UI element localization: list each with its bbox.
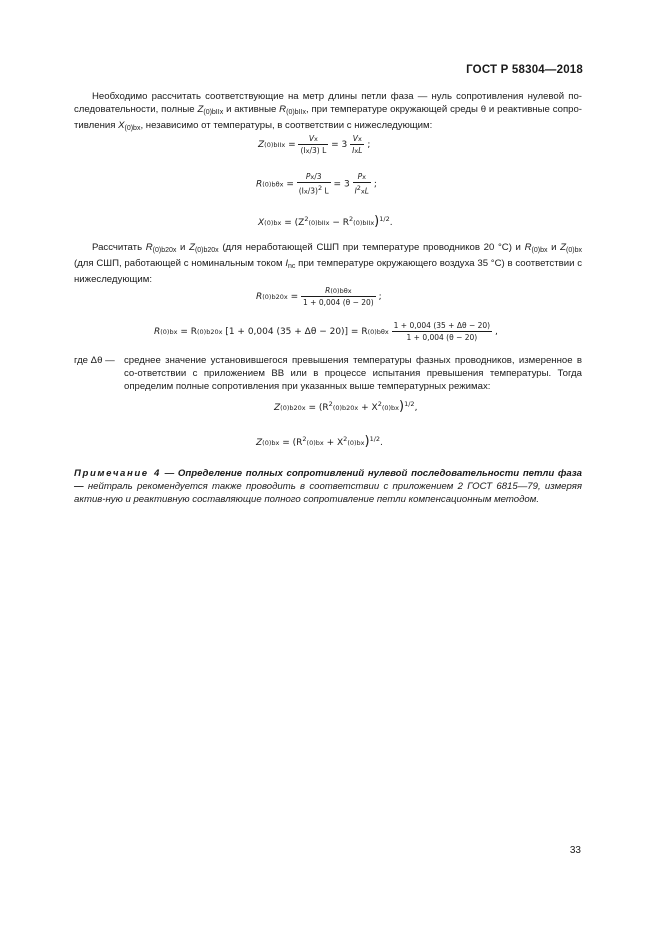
formula-r-bthetax: R(0)bθx = $\frac{Px/3}{(Ix/3)^2 L}$ = 3 $\frac{Px}{I^2xL}$ ;: [256, 172, 377, 196]
note-4: Примечание 4 — Определение полных сопротивлений нулевой последовательности петли фаза — нейтраль рекомендуется также проводить в соответствии с приложением 2 ГОСТ 6815—79, измеряя актив-ную и реактивную составляющие полного сопротивление петли компенсационным методом.: [74, 468, 582, 505]
formula-x-bx: $X(0)bx = (Z^2(0)bIIx$ − $R^2(0)bIIx)^{1/2}$.: [258, 214, 393, 229]
standard-header: ГОСТ Р 58304—2018: [466, 64, 583, 76]
formula-r-bx: R(0)bx = R(0)b20x [1 + 0,004 (35 + Δθ − 20)] = R(0)bθx $\frac{1 + 0,004 (35 + \Delta\theta - 20)}{1 + 0,004 (\theta - 20)}$ ,: [154, 321, 498, 342]
page-number: 33: [569, 845, 581, 856]
paragraph-intro: Необходимо рассчитать соответствующие на метр длины петли фаза — нуль сопротивления нулевой по-следовательности, полные $Z_{(0)bIIx}$ и активные $R_{(0)bIIx}$, при температуре окружающей среды θ и реактивные сопро-тивления $X_{(0)bx}$, независимо от температуры, в соответствии с нижеследующим:: [74, 91, 583, 132]
formula-z-bx: $Z(0)bx = (R^2(0)bx + X^2(0)bx)^{1/2}$.: [256, 434, 383, 449]
paragraph-calculate: Рассчитать $R_{(0)b20x}$ и $Z_{(0)b20x}$ (для неработающей СШП при температуре проводников 20 °С) и $R_{(0)bx}$ и $Z_{(0)bx}$ (для СШП, работающей с номинальным током $I_{nc}$ при температуре окружающего воздуха 35 °С) в соответствии с нижеследующим:: [74, 242, 582, 285]
formula-z-bIIx: Z(0)bIIx = $\frac{Vx}{(Ix/3) L}$ = 3 $\frac{Vx}{\text{IxL}}$ ;: [258, 134, 371, 155]
formula-r-b20x: R(0)b20x = $\frac{\text{R(0)bθx}}{1 + 0,004 (\theta - 20)}$ ;: [256, 286, 382, 307]
where-clause: где Δθ — среднее значение установившегося превышения температуры фазных проводников, измеренное в со-ответствии с приложением ВВ или в процессе испытания превышения температуры. Тогда определим полные сопротивления при указанных выше температурных режимах:: [74, 355, 582, 392]
formula-z-b20x: $Z(0)b20x = (R^2(0)b20x + X^2(0)bx)^{1/2}$,: [274, 399, 418, 414]
note-label: Примечание 4: [74, 468, 161, 479]
